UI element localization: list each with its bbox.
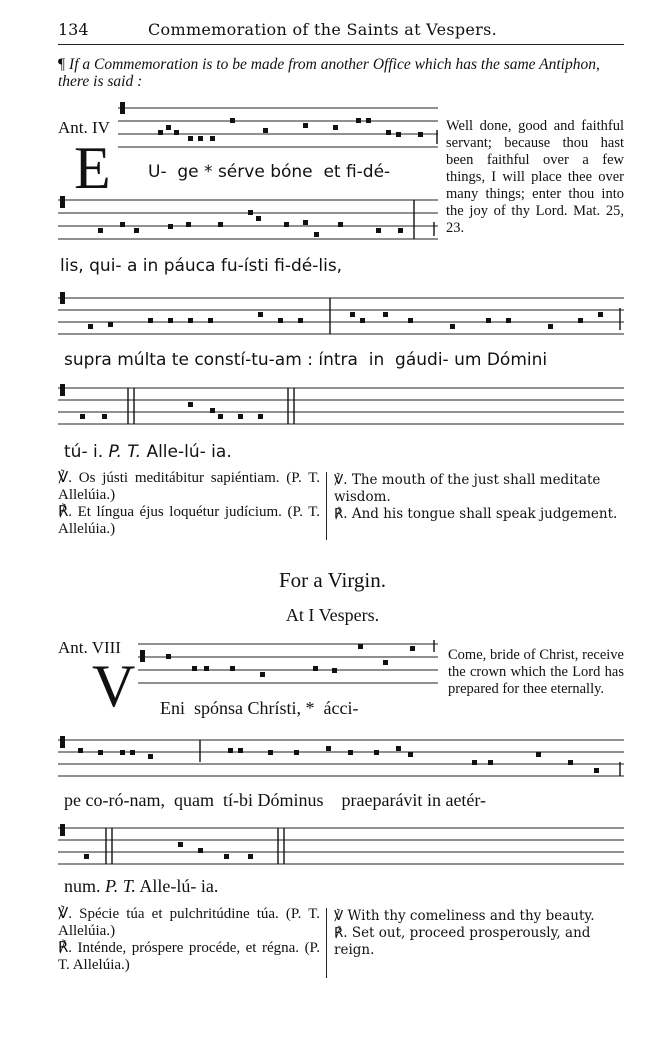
syllable: : <box>307 350 313 370</box>
staff-4 <box>58 380 624 435</box>
lyrics-line-5 <box>160 698 358 719</box>
page-header <box>58 18 624 45</box>
syllable: Dóminus <box>257 790 324 810</box>
syllable: Alle-lú- <box>146 442 206 462</box>
versicle-latin-v: ℣. Os jústi meditábitur sapiéntiam. (P. T. Allelúia.) <box>58 470 320 503</box>
syllable: spónsa <box>194 698 243 718</box>
syllable: gáudi- <box>395 350 449 370</box>
lyrics-line-1 <box>148 162 390 182</box>
syllable: aetér- <box>445 790 487 810</box>
syllable: ge <box>177 162 199 182</box>
syllable: fi-dé- <box>345 162 391 182</box>
staff-3 <box>58 290 624 345</box>
versicle-latin-r: ℟. Et língua éjus loquétur judícium. (P. T. Allelúia.) <box>58 504 320 537</box>
syllable: bóne <box>270 162 313 182</box>
syllable: quam <box>173 790 214 810</box>
syllable: lis, <box>60 256 84 276</box>
initial-letter-v: V <box>92 653 136 719</box>
lyrics-line-7 <box>64 876 218 897</box>
paschal-abbrev: T. <box>122 876 136 896</box>
syllable: pe <box>64 790 81 810</box>
syllable: tú- <box>64 442 88 462</box>
column-divider <box>326 472 327 540</box>
running-title: Commemoration of the Saints at Vespers. <box>148 20 498 39</box>
syllable: fu-ísti <box>220 256 269 276</box>
asterisk: * <box>204 162 213 182</box>
lyrics-line-2 <box>60 256 342 276</box>
syllable: in <box>426 790 441 810</box>
syllable: páuca <box>163 256 216 276</box>
rubric <box>58 56 626 90</box>
syllable: praeparávit <box>341 790 423 810</box>
syllable: supra <box>64 350 112 370</box>
lyrics-line-4 <box>64 442 232 462</box>
syllable: tí-bi <box>222 790 253 810</box>
syllable: Alle-lú- <box>139 876 197 896</box>
asterisk: * <box>305 698 315 718</box>
initial-letter-e: E <box>74 135 111 201</box>
syllable: num. <box>64 876 101 896</box>
syllable: íntra <box>318 350 358 370</box>
syllable: in <box>142 256 159 276</box>
syllable: i. <box>92 442 104 462</box>
column-divider <box>326 908 327 978</box>
syllable: et <box>323 162 341 182</box>
pilcrow-icon: ¶ <box>58 56 66 73</box>
page-number: 134 <box>58 20 89 39</box>
syllable: U- <box>148 162 167 182</box>
staff-2 <box>58 192 438 252</box>
syllable: Eni <box>160 698 185 718</box>
versicle-english-v: ℣. The mouth of the just shall meditate wisdom. <box>334 472 601 505</box>
translation-2: Come, bride of Christ, receive the crown which the Lord has prepared for thee eternally. <box>448 647 624 697</box>
lyrics-line-3 <box>64 350 547 370</box>
staff-1 <box>118 100 438 160</box>
syllable: ácci- <box>323 698 359 718</box>
paschal-abbrev: P. <box>105 876 119 896</box>
rubric-text: If a Commemoration is to be made from another Office which has the same Antiphon, there is said : <box>58 56 600 90</box>
syllable: qui- <box>89 256 122 276</box>
syllable: Chrísti, <box>247 698 302 718</box>
syllable: sérve <box>217 162 265 182</box>
versicle-1-latin <box>58 470 320 538</box>
syllable: um <box>454 350 482 370</box>
syllable: a <box>126 256 138 276</box>
versicle-latin-r: ℟. Inténde, próspere procéde, et régna. (P. T. Allelúia.) <box>58 940 320 973</box>
paschal-abbrev: P. <box>108 442 122 462</box>
staff-7 <box>58 820 624 875</box>
section-subtitle: At I Vespers. <box>285 605 380 625</box>
versicle-latin-v: ℣. Spécie túa et pulchritúdine túa. (P. T. Allelúia.) <box>58 906 320 939</box>
staff-6 <box>58 732 624 787</box>
mode-label-iv: Ant. IV <box>58 118 110 137</box>
syllable: co-ró-nam, <box>85 790 165 810</box>
section-title: For a Virgin. <box>278 568 387 592</box>
translation-1: Well done, good and faithful servant; because thou hast been faithful over a few things, I will place thee over many things; enter thou into the joy of thy Lord. Mat. 25, 23. <box>446 118 624 236</box>
syllable: ia. <box>211 442 232 462</box>
syllable: te <box>171 350 189 370</box>
versicle-2-english <box>334 908 624 959</box>
syllable: constí-tu-am <box>194 350 302 370</box>
syllable: fi-dé-lis, <box>274 256 343 276</box>
versicle-1-english <box>334 472 624 523</box>
versicle-english-v: ℣ With thy comeliness and thy beauty. <box>334 908 595 924</box>
versicle-2-latin <box>58 906 320 974</box>
versicle-english-r: ℟. Set out, proceed prosperously, and reign. <box>334 925 591 958</box>
syllable: ia. <box>200 876 219 896</box>
paschal-abbrev: T. <box>127 442 142 462</box>
staff-5 <box>138 636 438 696</box>
mode-label-viii: Ant. VIII <box>58 638 121 657</box>
lyrics-line-6 <box>64 790 486 811</box>
syllable: Dómini <box>486 350 548 370</box>
syllable: múlta <box>117 350 167 370</box>
syllable: in <box>368 350 385 370</box>
versicle-english-r: ℟. And his tongue shall speak judgement. <box>334 506 618 522</box>
